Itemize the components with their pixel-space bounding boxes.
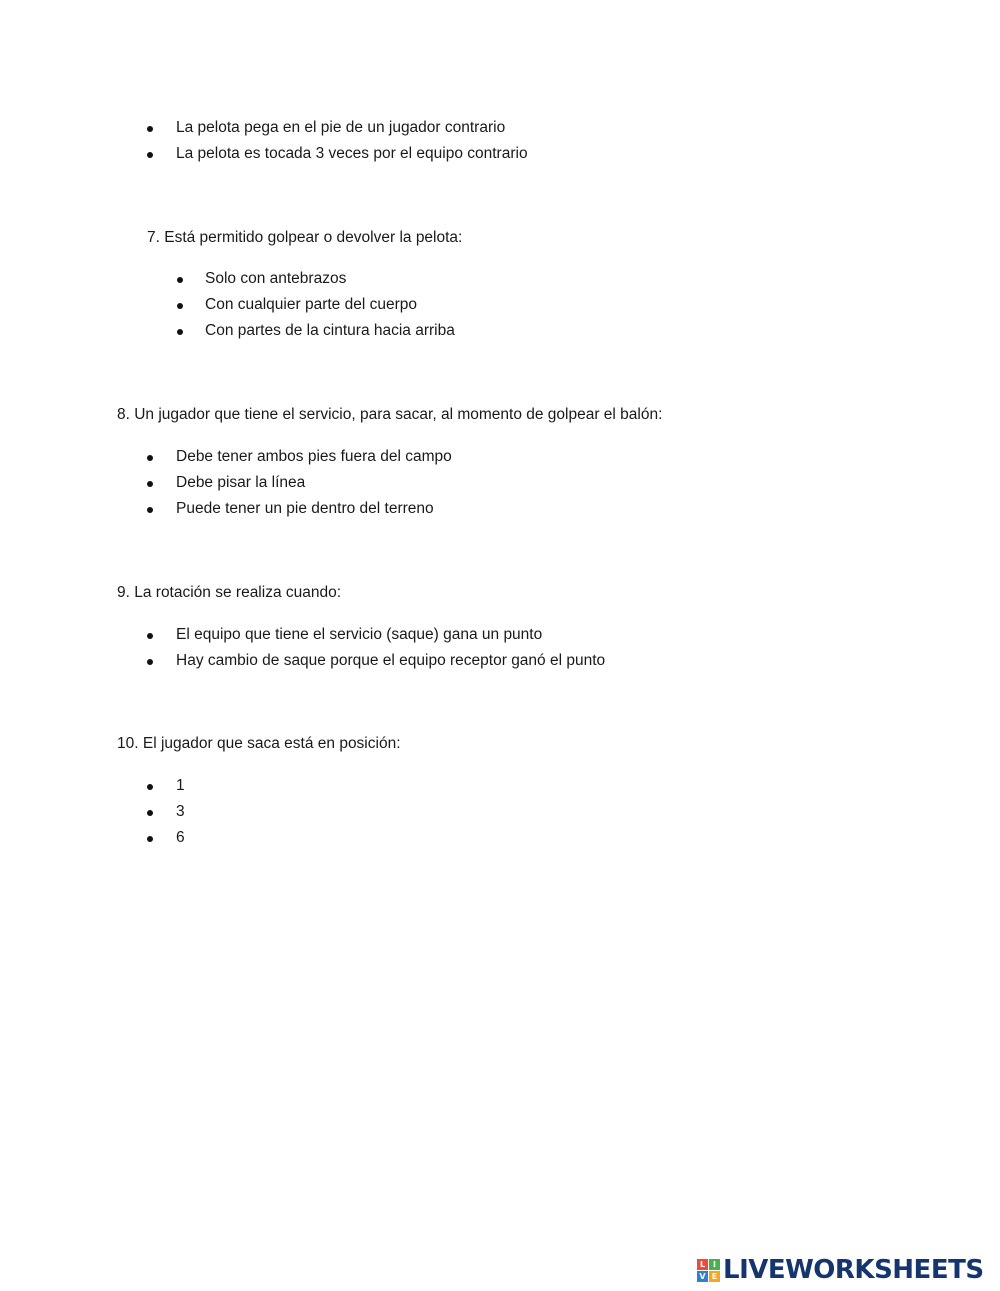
logo-tiles-icon [697,1259,720,1282]
question-prompt: 7. Está permitido golpear o devolver la pelota: [147,229,463,246]
option-text: La pelota pega en el pie de un jugador contrario [176,119,506,136]
bullet [147,455,153,461]
bullet [147,784,153,790]
bullet [147,659,153,665]
option-text: Con cualquier parte del cuerpo [205,296,417,313]
bullet [177,303,183,309]
option-text: Debe pisar la línea [176,474,306,491]
question-prompt: 9. La rotación se realiza cuando: [117,584,342,601]
logo-tile: V [697,1271,708,1282]
liveworksheets-logo [697,1255,984,1285]
bullet [147,126,153,132]
option-text: Debe tener ambos pies fuera del campo [176,448,452,465]
option-text: Solo con antebrazos [205,270,347,287]
bullet [147,481,153,487]
option-text: Puede tener un pie dentro del terreno [176,500,434,517]
option-text: La pelota es tocada 3 veces por el equipo contrario [176,145,528,162]
logo-tile: I [709,1259,720,1270]
logo-tile: E [709,1271,720,1282]
option-text: Con partes de la cintura hacia arriba [205,322,455,339]
bullet [177,277,183,283]
bullet [147,836,153,842]
bullet [147,633,153,639]
logo-wordmark: LIVEWORKSHEETS [723,1255,984,1285]
logo-tile: L [697,1259,708,1270]
question-prompt: 10. El jugador que saca está en posición: [117,735,401,752]
bullet [147,810,153,816]
option-text: El equipo que tiene el servicio (saque) gana un punto [176,626,543,643]
bullet [147,152,153,158]
option-text: Hay cambio de saque porque el equipo receptor ganó el punto [176,652,606,669]
question-prompt: 8. Un jugador que tiene el servicio, para sacar, al momento de golpear el balón: [117,406,663,423]
option-text: 1 [176,777,185,794]
option-text: 3 [176,803,185,820]
option-text: 6 [176,829,185,846]
bullet [177,329,183,335]
bullet [147,507,153,513]
